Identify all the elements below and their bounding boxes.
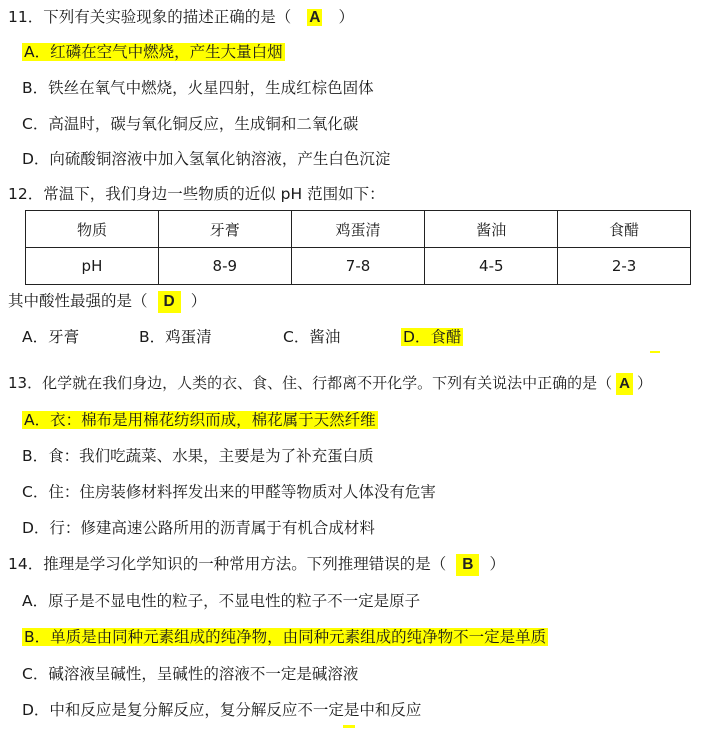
question-12-option-c: C．酱油 bbox=[283, 328, 341, 346]
question-12-option-d: D．食醋 bbox=[403, 328, 462, 346]
question-12-sub-stem: 其中酸性最强的是（ D ） bbox=[8, 290, 206, 313]
question-13-option-a: A．衣：棉布是用棉花纺织而成，棉花属于天然纤维 bbox=[24, 411, 376, 429]
ph-table-header: 食醋 bbox=[558, 211, 691, 248]
ph-table-header-row bbox=[26, 211, 691, 248]
question-14-stem: 14．推理是学习化学知识的一种常用方法。下列推理错误的是（ B ） bbox=[8, 553, 505, 576]
highlight-stray-mark bbox=[650, 351, 660, 353]
ph-table-cell: 8-9 bbox=[158, 248, 291, 285]
question-12-option-b: B．鸡蛋清 bbox=[139, 328, 212, 346]
question-12-answer: D bbox=[158, 291, 181, 313]
question-11-option-b: B．铁丝在氧气中燃烧，火星四射，生成红棕色固体 bbox=[22, 79, 374, 97]
question-11-answer: A bbox=[309, 9, 321, 26]
question-12-stem: 12．常温下，我们身边一些物质的近似 pH 范围如下： bbox=[8, 185, 385, 203]
ph-table-row bbox=[26, 248, 691, 285]
question-14-option-d: D．中和反应是复分解反应，复分解反应不一定是中和反应 bbox=[22, 701, 422, 719]
question-11-stem bbox=[8, 6, 354, 29]
ph-table-cell: 2-3 bbox=[558, 248, 691, 285]
question-11-option-a-text: A．红磷在空气中燃烧，产生大量白烟 bbox=[24, 43, 283, 61]
question-14-option-a: A．原子是不显电性的粒子，不显电性的粒子不一定是原子 bbox=[22, 592, 421, 610]
ph-table-header: 鸡蛋清 bbox=[291, 211, 425, 248]
ph-table bbox=[25, 210, 691, 285]
question-13-option-d: D．行：修建高速公路所用的沥青属于有机合成材料 bbox=[22, 519, 375, 537]
question-12-option-a: A．牙膏 bbox=[22, 328, 80, 346]
question-11-close-paren: ） bbox=[338, 8, 354, 26]
ph-table-cell: pH bbox=[26, 248, 159, 285]
ph-table-header: 牙膏 bbox=[158, 211, 291, 248]
ph-table-cell: 7-8 bbox=[291, 248, 425, 285]
question-11-option-a bbox=[22, 41, 285, 63]
question-13-answer: A bbox=[616, 373, 633, 395]
highlight-stray-mark bbox=[343, 725, 355, 728]
question-14-option-c: C．碱溶液呈碱性，呈碱性的溶液不一定是碱溶液 bbox=[22, 665, 359, 683]
question-13-option-c: C．住：住房装修材料挥发出来的甲醛等物质对人体没有危害 bbox=[22, 483, 436, 501]
ph-table-cell: 4-5 bbox=[425, 248, 558, 285]
question-13-stem: 13．化学就在我们身边，人类的衣、食、住、行都离不开化学。下列有关说法中正确的是（ A ） bbox=[8, 372, 652, 395]
ph-table-header: 物质 bbox=[26, 211, 159, 248]
question-13-option-b: B．食：我们吃蔬菜、水果，主要是为了补充蛋白质 bbox=[22, 447, 374, 465]
question-11-text: 11．下列有关实验现象的描述正确的是（ bbox=[8, 8, 292, 26]
question-14-option-b: B．单质是由同种元素组成的纯净物，由同种元素组成的纯净物不一定是单质 bbox=[24, 628, 547, 646]
ph-table-header: 酱油 bbox=[425, 211, 558, 248]
question-11-option-c: C．高温时，碳与氧化铜反应，生成铜和二氧化碳 bbox=[22, 115, 359, 133]
question-11-option-d: D．向硫酸铜溶液中加入氢氧化钠溶液，产生白色沉淀 bbox=[22, 150, 391, 168]
question-14-answer: B bbox=[456, 554, 479, 576]
